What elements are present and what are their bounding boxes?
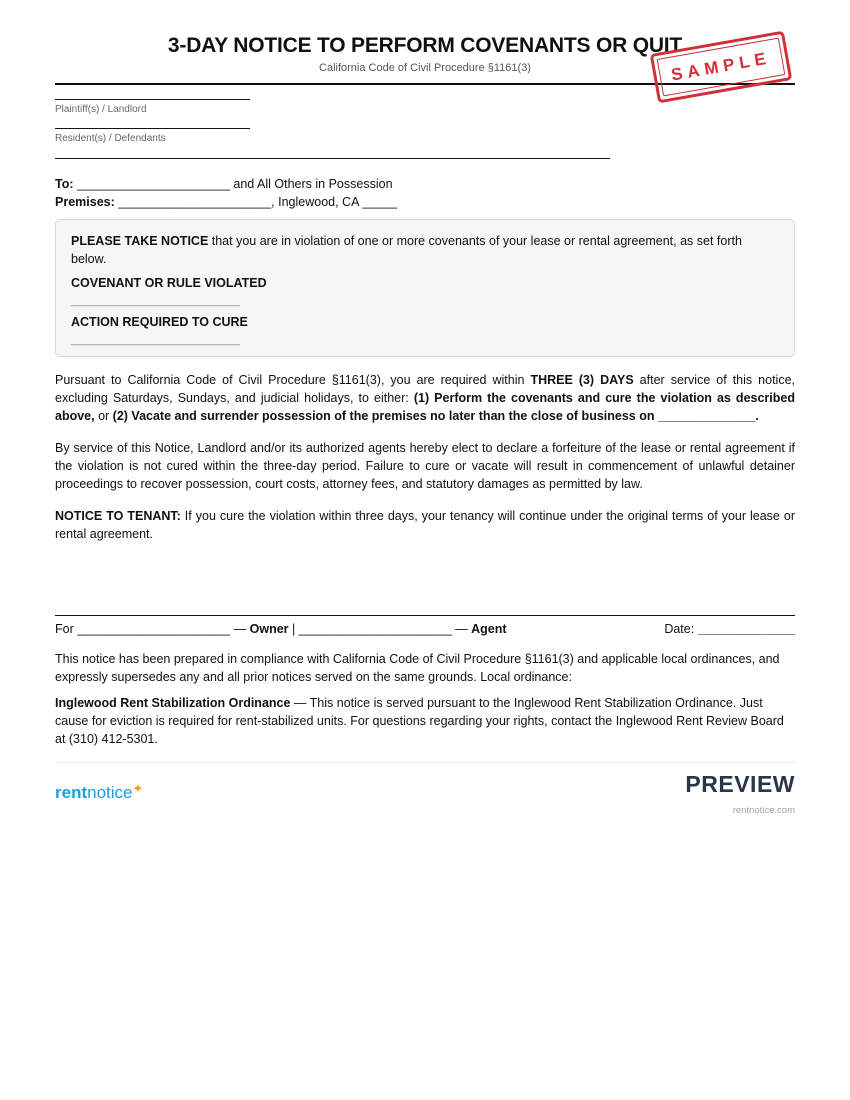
notice-lead-bold: PLEASE TAKE NOTICE bbox=[71, 234, 209, 248]
premises-line bbox=[55, 193, 795, 211]
owner-label: Owner bbox=[249, 622, 289, 636]
document-page bbox=[55, 30, 795, 816]
premises-label: Premises: bbox=[55, 195, 115, 209]
covenant-heading: COVENANT OR RULE VIOLATED bbox=[71, 276, 267, 290]
cure-bold-2: (1) Perform the covenants and cure the violation as described above, bbox=[55, 391, 795, 423]
cure-text-3: or bbox=[94, 409, 113, 423]
cure-text-2: after service of this notice, excluding Saturdays, Sundays, and judicial holidays, to either: bbox=[55, 373, 795, 405]
date-blank: ______________ bbox=[697, 622, 795, 636]
plaintiff-label: Plaintiff(s) / Landlord bbox=[55, 104, 147, 115]
cure-bold-3: (2) Vacate and surrender possession of the premises no later than the close of business on ______________. bbox=[112, 409, 759, 423]
date-line bbox=[664, 622, 795, 636]
notice-lead-text: that you are in violation of one or more covenants of your lease or rental agreement, as set forth below. bbox=[71, 234, 742, 266]
ordinance-text: — This notice is served pursuant to the Inglewood Rent Stabilization Ordinance. Just cause for eviction is required for rent-stabilized units. For questions regarding your rights, contact the Inglewood Rent Review Board at (310) 412-5301. bbox=[55, 696, 784, 746]
signer-line bbox=[55, 622, 507, 636]
sparkle-icon: ✦ bbox=[132, 781, 144, 796]
plaintiff-block bbox=[55, 99, 795, 115]
date-label: Date: bbox=[664, 622, 698, 636]
footer-divider bbox=[55, 762, 795, 763]
forfeiture-paragraph: By service of this Notice, Landlord and/or its authorized agents hereby elect to declare a forfeiture of the lease or rental agreement if the violation is not cured within the three-day period. Failure to cure or vacate will result in commencement of unlawful detainer proceedings to recover possession, court costs, attorney fees, and statutory damages as permitted by law. bbox=[55, 441, 795, 491]
action-blank: ______________________________ bbox=[71, 334, 240, 346]
site-url: rentnotice.com bbox=[732, 805, 795, 816]
preview-mark bbox=[685, 771, 795, 816]
resident-signature-line bbox=[55, 128, 250, 129]
ordinance-title: Inglewood Rent Stabilization Ordinance bbox=[55, 696, 291, 710]
cure-text-1: Pursuant to California Code of Civil Procedure §1161(3), you are required within bbox=[55, 373, 531, 387]
compliance-note: This notice has been prepared in compliance with California Code of Civil Procedure §1161(3) and applicable local ordinances, and expressly supersedes any and all prior notices served on the same grounds. Local ordinance: bbox=[55, 652, 780, 684]
signature-rule bbox=[55, 615, 795, 616]
document-title: 3-DAY NOTICE TO PERFORM COVENANTS OR QUIT bbox=[167, 34, 683, 57]
rentnotice-logo bbox=[55, 783, 143, 816]
to-label: To: bbox=[55, 177, 74, 191]
resident-label: Resident(s) / Defendants bbox=[55, 133, 166, 144]
ordinance-note bbox=[55, 694, 795, 748]
signer-middle: | ______________________ — bbox=[288, 622, 472, 636]
signature-row bbox=[55, 622, 795, 636]
preview-label: PREVIEW bbox=[685, 771, 795, 797]
action-heading: ACTION REQUIRED TO CURE bbox=[71, 315, 248, 329]
plaintiff-signature-line bbox=[55, 99, 250, 100]
document-subtitle: California Code of Civil Procedure §1161(3) bbox=[319, 62, 531, 74]
footer bbox=[55, 771, 795, 816]
notice-lead bbox=[71, 232, 779, 268]
logo-part-rent: rent bbox=[55, 783, 88, 802]
cure-bold-1: THREE (3) DAYS bbox=[530, 373, 634, 387]
agent-label: Agent bbox=[471, 622, 507, 636]
to-value: ______________________ and All Others in Possession bbox=[73, 177, 393, 191]
to-line bbox=[55, 175, 795, 193]
notice-box bbox=[55, 219, 795, 357]
premises-value: ______________________, Inglewood, CA _____ bbox=[114, 195, 397, 209]
address-block bbox=[55, 175, 795, 211]
logo-part-notice: notice bbox=[87, 783, 133, 802]
resident-block bbox=[55, 128, 795, 144]
sample-stamp: SAMPLE bbox=[650, 31, 793, 104]
caption-divider bbox=[55, 158, 610, 159]
tenant-notice-text: If you cure the violation within three days, your tenancy will continue under the original terms of your lease or rental agreement. bbox=[55, 509, 795, 541]
cure-paragraph bbox=[55, 371, 795, 425]
tenant-notice-paragraph bbox=[55, 507, 795, 543]
tenant-notice-bold: NOTICE TO TENANT: bbox=[55, 509, 181, 523]
covenant-blank: ______________________________ bbox=[71, 295, 240, 307]
for-prefix: For ______________________ — bbox=[55, 622, 250, 636]
